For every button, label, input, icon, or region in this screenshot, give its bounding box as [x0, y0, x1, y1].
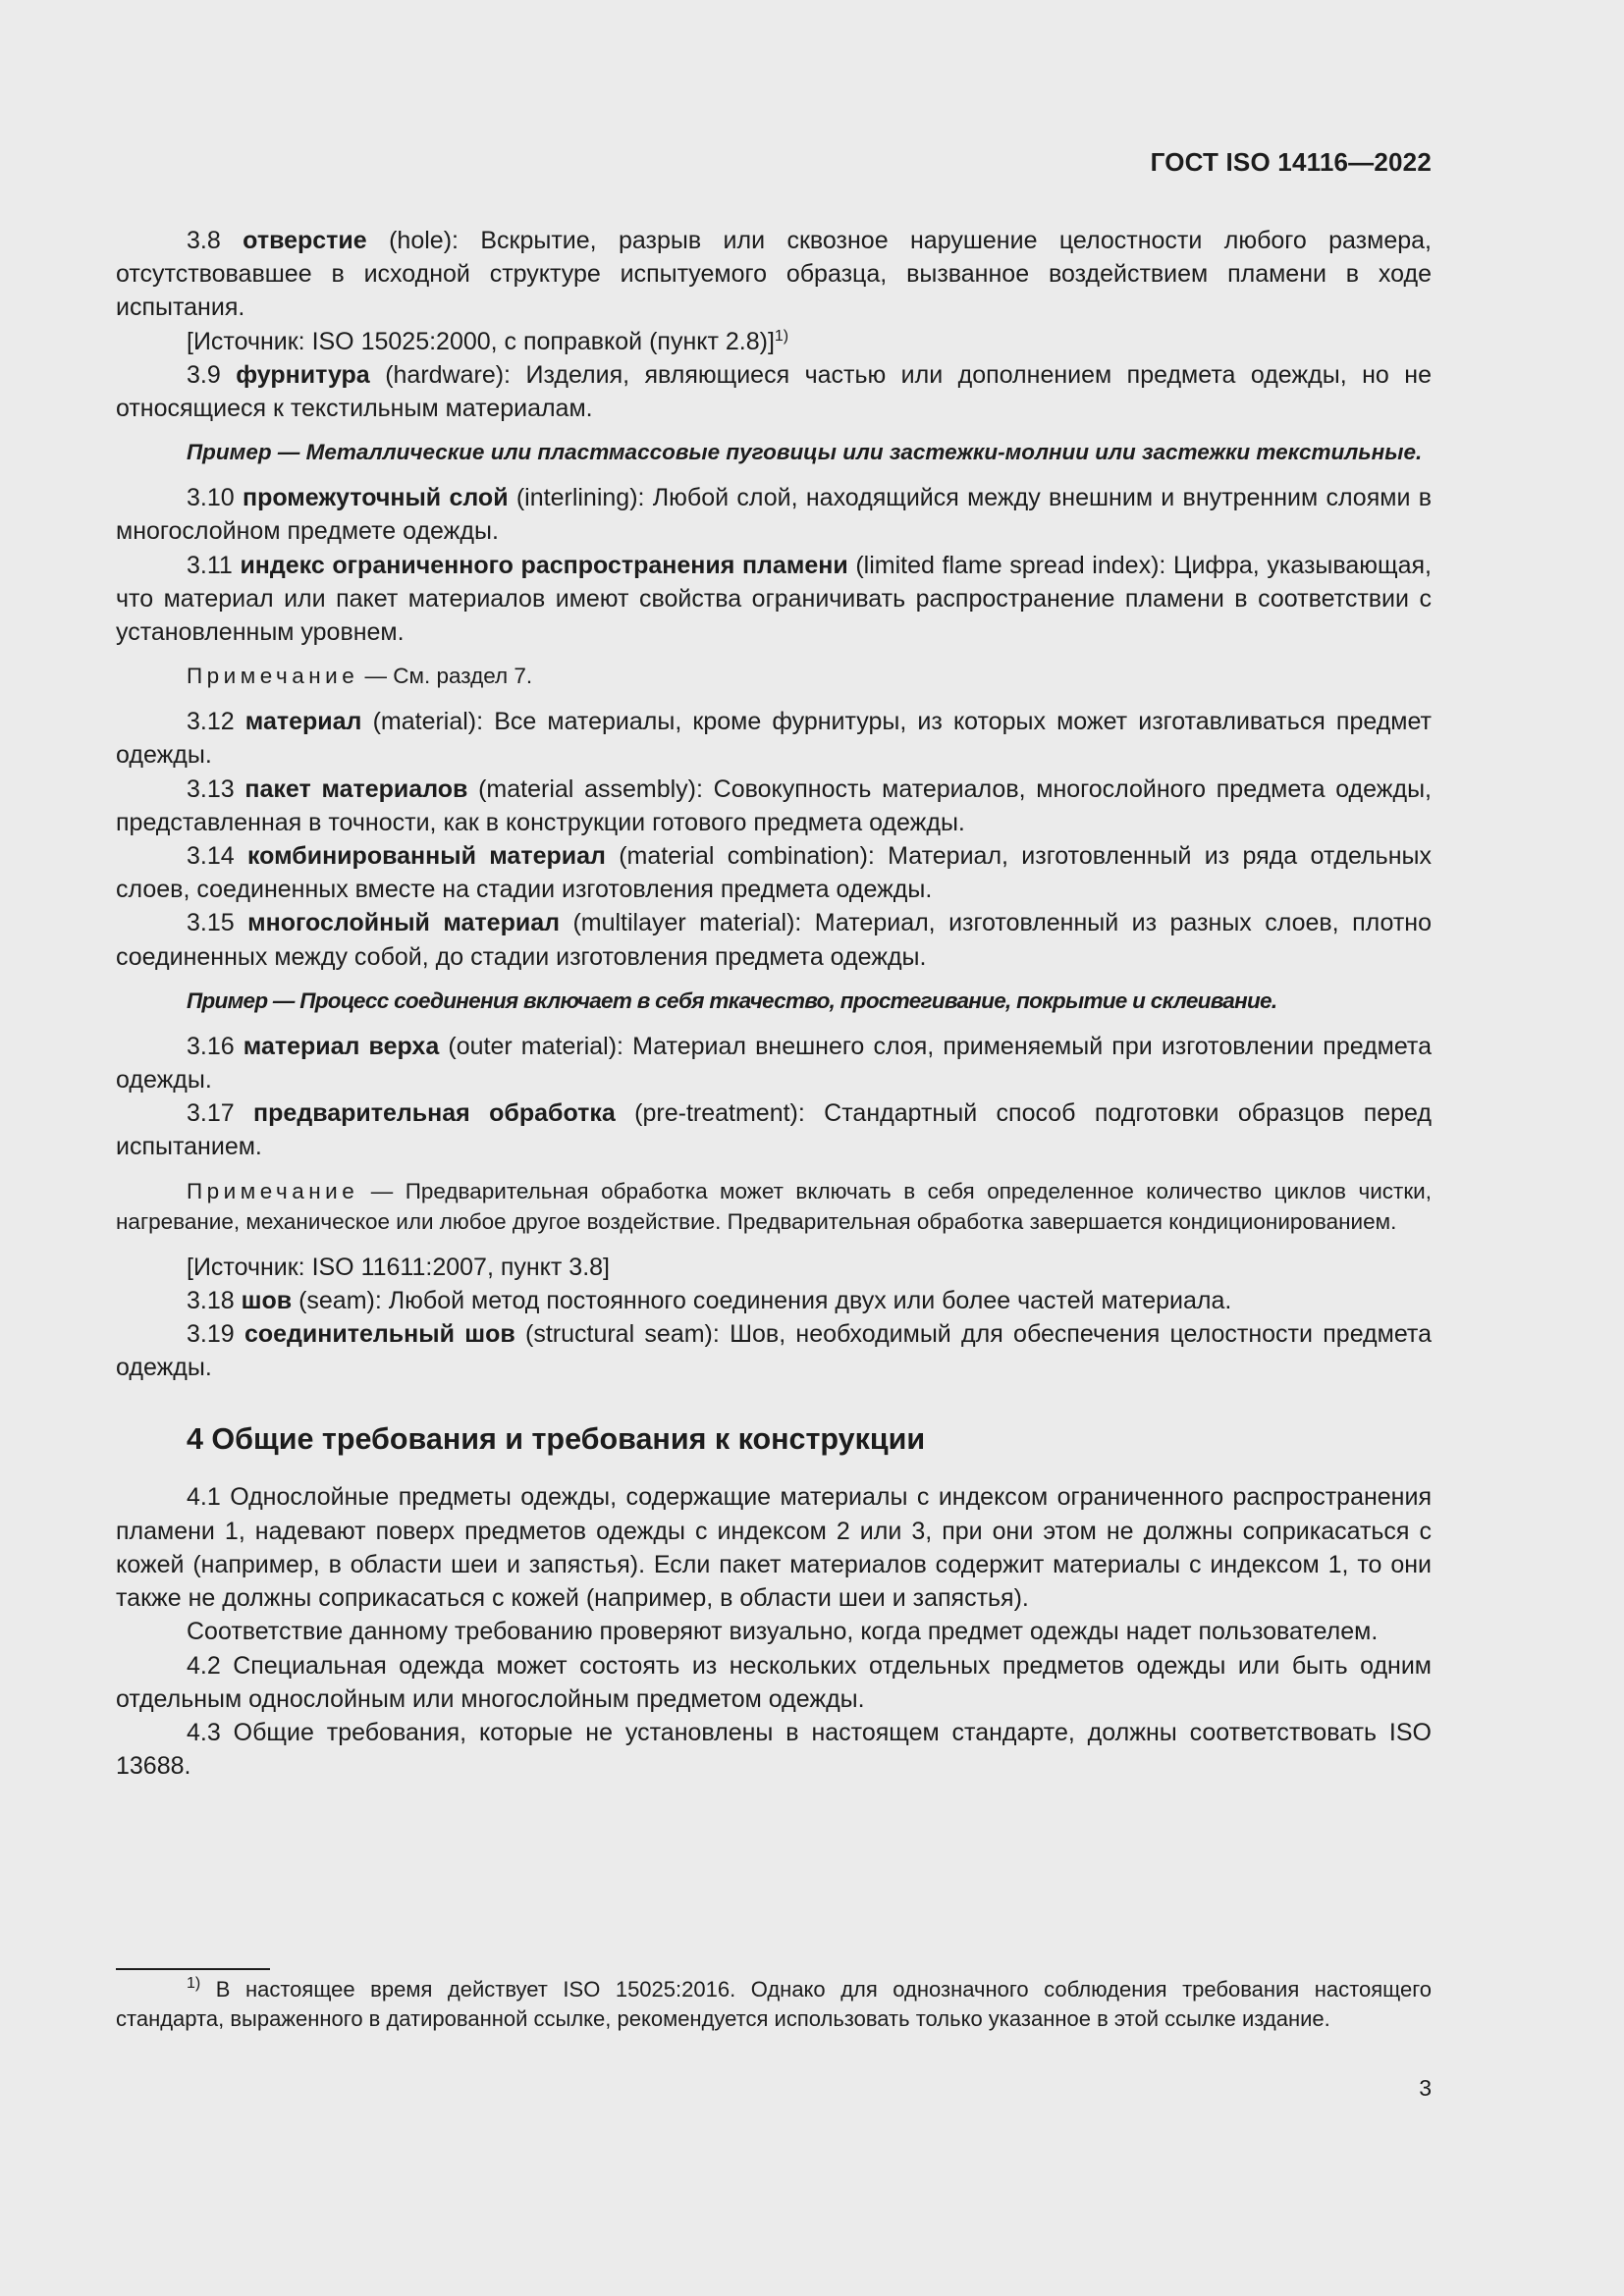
section-heading: 4 Общие требования и требования к конструкции [187, 1422, 926, 1457]
term-definition: (material assembly): Совокупность материалов, многослойного предмета одежды, представленная в точности, как в конструкции готового предмета одежды. [116, 774, 1432, 836]
term-name: индекс ограниченного распространения пламени [240, 551, 848, 579]
page-body [116, 224, 1432, 1783]
source-reference: [Источник: ISO 11611:2007, пункт 3.8] [187, 1253, 610, 1281]
term-name: соединительный шов [244, 1320, 515, 1349]
term-number: 3.13 [187, 774, 235, 803]
term-3-14 [116, 839, 1432, 906]
term-definition: (material combination): Материал, изготовленный из ряда отдельных слоев, соединенных вместе на стадии изготовления предмета одежды. [116, 842, 1432, 904]
source-reference: [Источник: ISO 15025:2000, с поправкой (пункт 2.8)] [187, 327, 775, 355]
section-paragraph: Соответствие данному требованию проверяют визуально, когда предмет одежды надет пользователем. [187, 1618, 1379, 1646]
document-page [116, 0, 1432, 2296]
term-definition: (hardware): Изделия, являющиеся частью или дополнением предмета одежды, но не относящиеся к текстильным материалам. [116, 360, 1432, 423]
section-paragraph: 4.2 Специальная одежда может состоять из нескольких отдельных предметов одежды или быть одним отдельным однослойным или многослойным предметом одежды. [116, 1651, 1432, 1713]
term-number: 3.19 [187, 1320, 235, 1349]
term-number: 3.9 [187, 360, 221, 389]
footnote-marker: 1) [187, 1975, 201, 1992]
term-definition: (multilayer material): Материал, изготовленный из разных слоев, плотно соединенных между собой, до стадии изготовления предмета одежды. [116, 909, 1432, 971]
page-number: 3 [1419, 2075, 1432, 2101]
term-3-19 [116, 1317, 1432, 1384]
term-name: отверстие [243, 227, 367, 254]
term-number: 3.14 [187, 842, 235, 871]
section-paragraph: 4.3 Общие требования, которые не установлены в настоящем стандарте, должны соответствовать ISO 13688. [116, 1718, 1432, 1781]
term-3-10 [116, 481, 1432, 548]
footnote-marker: 1) [774, 327, 789, 345]
term-3-13 [116, 773, 1432, 839]
term-definition: (outer material): Материал внешнего слоя, применяемый при изготовлении предмета одежды. [116, 1032, 1433, 1095]
note-block [116, 661, 1432, 691]
term-3-12 [116, 705, 1432, 772]
footnote-divider [116, 1968, 270, 1970]
section-paragraph: 4.1 Однослойные предметы одежды, содержащие материалы с индексом ограниченного распространения пламени 1, надевают поверх предметов одежды с индексом 2 или 3, при они этом не должны соприкасаться с кожей (например, в области шеи и запястья). Если пакет материалов содержит материалы с индексом 1, то они также не должны соприкасаться с кожей (например, в области шеи и запястья). [116, 1483, 1432, 1613]
note-text: — См. раздел 7. [364, 664, 533, 689]
example-note: Пример — Процесс соединения включает в себя ткачество, простегивание, покрытие и склеивание. [187, 988, 1277, 1013]
term-3-9 [116, 358, 1432, 425]
term-name: материал [244, 708, 362, 736]
term-number: 3.17 [187, 1099, 235, 1128]
term-number: 3.18 [187, 1286, 235, 1314]
term-3-8-source [116, 325, 1432, 358]
note-label: Примечание [187, 664, 359, 689]
term-3-11 [116, 549, 1432, 650]
footnote-text: В настоящее время действует ISO 15025:2016. Однако для однозначного соблюдения требования настоящего стандарта, выраженного в датированной ссылке, рекомендуется использовать только указанное в этой ссылке издание. [116, 1977, 1432, 2031]
term-definition: (pre-treatment): Стандартный способ подготовки образцов перед испытанием. [116, 1099, 1432, 1161]
term-definition: (interlining): Любой слой, находящийся между внешним и внутренним слоями в многослойном предмете одежды. [116, 484, 1432, 546]
term-name: пакет материалов [244, 774, 468, 803]
term-number: 3.15 [187, 909, 235, 937]
term-name: фурнитура [236, 360, 370, 389]
term-3-16 [116, 1030, 1432, 1096]
example-note: Пример — Металлические или пластмассовые пуговицы или застежки-молнии или застежки текстильные. [187, 440, 1423, 465]
term-number: 3.11 [187, 551, 233, 579]
term-name: комбинированный материал [246, 842, 606, 871]
term-definition: (hole): Вскрытие, разрыв или сквозное нарушение целостности любого размера, отсутствовавшее в исходной структуре испытуемого образца, вызванное воздействием пламени в ходе испытания. [116, 227, 1432, 322]
term-3-17 [116, 1096, 1432, 1163]
note-text: — Предварительная обработка может включать в себя определенное количество циклов чистки, нагревание, механическое или любое другое воздействие. Предварительная обработка завершается кондиционированием. [116, 1178, 1432, 1234]
term-3-8 [116, 224, 1432, 325]
term-name: предварительная обработка [253, 1099, 616, 1128]
term-name: шов [241, 1286, 293, 1314]
term-definition: (seam): Любой метод постоянного соединения двух или более частей материала. [298, 1286, 1232, 1314]
term-3-18 [116, 1284, 1432, 1317]
term-number: 3.16 [187, 1032, 235, 1060]
footnote [116, 1975, 1432, 2034]
term-name: многослойный материал [247, 909, 560, 937]
term-number: 3.10 [187, 484, 235, 512]
term-definition: (material): Все материалы, кроме фурнитуры, из которых может изготавливаться предмет одежды. [116, 708, 1433, 770]
term-3-15 [116, 906, 1432, 973]
note-block [116, 1176, 1432, 1237]
term-number: 3.12 [187, 708, 235, 736]
note-label: Примечание [187, 1178, 359, 1203]
term-definition: (structural seam): Шов, необходимый для обеспечения целостности предмета одежды. [116, 1320, 1432, 1382]
term-number: 3.8 [187, 227, 221, 254]
document-code-header: ГОСТ ISO 14116—2022 [1150, 147, 1432, 177]
term-name: материал верха [243, 1032, 440, 1060]
term-name: промежуточный слой [242, 484, 509, 512]
term-definition: (limited flame spread index): Цифра, указывающая, что материал или пакет материалов имеют свойства ограничивать распространение пламени в соответствии с установленным уровнем. [116, 551, 1433, 647]
